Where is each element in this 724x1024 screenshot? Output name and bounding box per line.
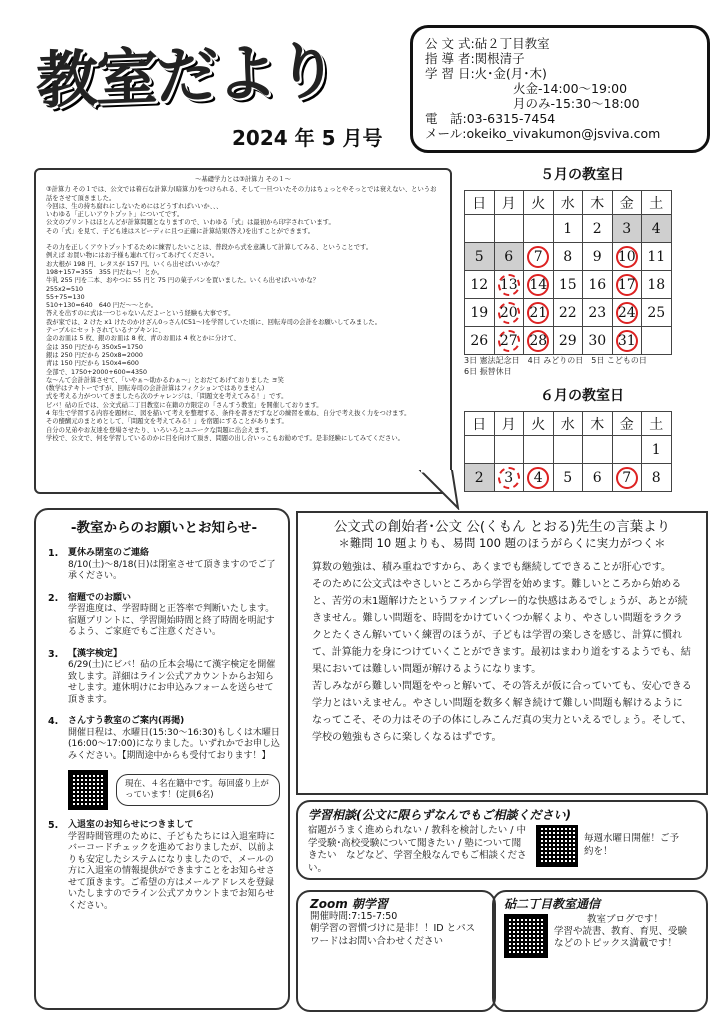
article-line: 198+157=355 355 円だね～！とか。 — [46, 268, 164, 276]
qr-code-icon[interactable] — [68, 770, 108, 810]
weekday-header: 金 — [612, 412, 642, 436]
article-line: 式を考える力がついてきましたら次のチャレンジは、「問題文を考えてみる！」です。 — [46, 393, 288, 401]
day-number: 19 — [470, 304, 489, 321]
weekday-header: 月 — [494, 191, 524, 215]
day-number: 2 — [474, 469, 484, 486]
day-number: 3 — [622, 220, 632, 237]
quote-title: 公文式の創始者･公文 公(くもん とおる)先生の言葉より — [333, 519, 671, 535]
calendar-day — [465, 464, 495, 492]
info-row: 学 習 日:火･金(月･木) — [425, 66, 547, 81]
quote-paragraph: 算数の勉強は、積み重ねですから、あくまでも継続してできることが肝心です。 — [312, 562, 671, 573]
calendar-day — [612, 299, 642, 327]
notice-number: 5. — [48, 820, 59, 831]
day-number: 5 — [563, 469, 573, 486]
weekday-header: 木 — [583, 191, 613, 215]
calendar-day — [612, 215, 642, 243]
issue-date: 2024 年 5 月号 — [232, 126, 383, 150]
notice-item-body: 学習進度は、学習時間と正答率で判断いたします。宿題プリントに、学習開始時間と終了時間を明記するよう、ご家庭でもご注意ください。 — [68, 604, 275, 637]
founder-quote-box — [296, 511, 708, 795]
calendar-day — [583, 215, 613, 243]
calendar-day — [642, 299, 672, 327]
weekday-header: 水 — [553, 191, 583, 215]
calendar-day — [553, 271, 583, 299]
day-number: 1 — [651, 441, 661, 458]
calendar-grid — [464, 190, 672, 355]
calendar-day — [583, 299, 613, 327]
calendar-day — [553, 327, 583, 355]
day-number: 1 — [563, 220, 573, 237]
notice-item-body: 6/29(土)にビバ！砧の丘本会場にて漢字検定を開催致します。詳細はライン公式アカウントからお知らせします。連休明けにお申込みフォームを送らせて頂きます。 — [68, 660, 276, 705]
article-line: 答えを出すのに式は一つじゃないんだよーという経験も大事です。 — [46, 310, 235, 318]
day-number: 15 — [558, 276, 577, 293]
calendar-day — [612, 327, 642, 355]
day-number: 8 — [651, 469, 661, 486]
calendar-day — [524, 327, 554, 355]
article-line: いわゆる「正しいアウトプット」についてです。 — [46, 211, 184, 219]
weekday-header: 木 — [583, 412, 613, 436]
notice-number: 3. — [48, 648, 59, 660]
email-address[interactable]: メール:okeiko_vivakumon@jsviva.com — [425, 126, 661, 141]
notice-item — [48, 820, 280, 912]
zoom-time: 開催時間:7:15-7:50 — [310, 910, 398, 922]
calendar-day — [494, 271, 524, 299]
calendar-grid — [464, 411, 672, 492]
zoom-body: 朝学習の習慣づけに是非！！ID とパスワードはお問い合わせください — [310, 923, 476, 947]
article-line: 今回は、生の持ち腐れにしないためにはどうすればいいか、、、 — [46, 202, 223, 210]
notice-item — [48, 548, 280, 583]
article-line: (数学はテキトーですが、回転寿司の会計計算はフィクションではありません) — [46, 385, 265, 393]
calendar-day — [524, 215, 554, 243]
consultation-box — [296, 800, 708, 880]
article-line: 55+75=130 — [46, 293, 85, 301]
class-day-marker: 24 — [616, 302, 638, 324]
article-line — [46, 236, 440, 244]
notice-item — [48, 593, 280, 639]
calendar-day — [553, 436, 583, 464]
notice-item-title: さんすう教室のご案内(再掲) — [68, 716, 185, 726]
calendar-day — [524, 271, 554, 299]
calendar-day — [642, 243, 672, 271]
notice-number: 4. — [48, 716, 59, 727]
calendar-day — [642, 464, 672, 492]
zoom-study-box — [296, 890, 496, 1012]
day-number: 11 — [647, 248, 666, 265]
weekday-header: 水 — [553, 412, 583, 436]
qr-code-icon[interactable] — [536, 825, 578, 867]
article-title: ～基礎学力とは③計算力 その１～ — [195, 176, 291, 183]
class-day-marker: 4 — [527, 467, 549, 489]
notice-item-body: 学習時間管理のために、子どもたちには入退室時にバーコードチェックを進めておりましたが、以前よりも安定したシステムになりましたので、メールの方に入退室の情報提供ができますことをお知らせさせて頂きます。ご希望の方はメールアドレスを登録いたしますのでライン公式アカウントまでお知らせください。 — [68, 831, 276, 911]
day-number: 6 — [592, 469, 602, 486]
calendar-day — [612, 464, 642, 492]
day-number: 5 — [474, 248, 484, 265]
calendar-day — [465, 215, 495, 243]
article-line: 自分の兄弟やお友達を登場させたり、いろいろとユニークな問題に出会えます。 — [46, 426, 273, 434]
calendar-day — [524, 464, 554, 492]
article-line: その力を正しくアウトプットするために練習したいことは、普段から式を意識して計算してみる、ということです。 — [46, 244, 373, 252]
article-line: な～んて会計計算させて、「いやぁ～助かるわぁ～」とおだてあげておりました ヨ笑 — [46, 376, 284, 384]
calendar-title: ６月の教室日 — [540, 388, 624, 404]
class-day-marker: 10 — [616, 246, 638, 268]
may-calendar — [464, 164, 700, 377]
notice-item — [48, 716, 280, 810]
article-line: 510+130=640 640 円だ～～とか。 — [46, 302, 158, 310]
article-line: 青は 150 円だから 150x4=600 — [46, 360, 139, 368]
speech-bubble: 現在、４名在籍中です。毎回盛り上がっています！(定員6名) — [116, 774, 280, 806]
article-line: お大根が 198 円、レタスが 157 円。いくら出せばいいかな？ — [46, 260, 223, 268]
article-line: ③計算力 その１では、公文では着石な計算力(暗算力)をつけられる、そして一旦ついたその力はちょっとやそっとでは衰えない、というお話をさせて頂きました。 — [46, 186, 437, 202]
calendar-day — [465, 271, 495, 299]
calendar-day — [524, 243, 554, 271]
class-day-marker: 31 — [616, 330, 638, 352]
calendar-day — [583, 436, 613, 464]
notice-item-title: 宿題でのお願い — [68, 592, 132, 603]
calendar-day — [612, 271, 642, 299]
calendar-day — [465, 243, 495, 271]
notice-item-body: 8/10(土)～8/18(日)は閉室させて頂きますのでご了承ください。 — [68, 559, 276, 581]
calendar-day — [494, 327, 524, 355]
article-line: 255x2=510 — [46, 285, 84, 293]
class-day-marker: 28 — [527, 330, 549, 352]
article-line: その醍醐元のまとめとして、「問題文を考えてみる！」を宿題にすることがあります。 — [46, 418, 288, 426]
calendar-day — [553, 464, 583, 492]
info-row: 指 導 者:関根清子 — [425, 51, 525, 66]
class-day-marker: 27 — [498, 330, 520, 352]
article-line: 公文のプリントはほとんどが計算問題となりますので、いわゆる「式」は最初から印字されています。 — [46, 219, 335, 227]
weekday-header: 火 — [524, 412, 554, 436]
weekday-header: 金 — [612, 191, 642, 215]
notice-item-title: 夏休み閉室のご連絡 — [68, 548, 150, 558]
calendar-day — [642, 327, 672, 355]
article-line: 例えば お買い物にはお子様も連れて行ってあげてください。 — [46, 252, 219, 260]
class-day-marker: 14 — [527, 274, 549, 296]
day-number: 26 — [470, 332, 489, 349]
weekday-header: 土 — [642, 191, 672, 215]
classroom-info-box — [410, 25, 710, 153]
calendar-day — [494, 464, 524, 492]
day-number: 30 — [588, 332, 607, 349]
calendar-day — [583, 243, 613, 271]
holiday-note: 3日 憲法記念日 4日 みどりの日 5日 こどもの日 — [464, 356, 647, 365]
article-line: 我が家では、2 けた x1 けたのかけざん0っさん(C51～)を学習していた頃に、回転寿司の会計をお願いしてみました。 — [46, 318, 382, 326]
day-number: 9 — [592, 248, 602, 265]
quote-paragraph: そのために公文式はやさしいところから学習を始めます。難しいところから始めると、苦労の末1題解けたというファインプレー的な快感はあるでしょうが、あとが続きません。難しい問題を、時間をかけていくつか解くより、やさしい問題をラクラクとたくさん解いていく練習のほうが、子どもは学習の楽しさを感じ、計算に慣れて、計算能力を身につけていくことができます。最初はまわり道をするようでも、結果においては難しい問題が解けるようになります。 — [312, 579, 691, 675]
qr-code-icon[interactable] — [504, 914, 548, 958]
bubble-tail — [418, 470, 460, 510]
article-line: テーブルにセットされているナプキンに、 — [46, 327, 165, 335]
calendar-day — [642, 215, 672, 243]
article-line: その「式」を見て、子ども達はスピーディに且つ正確に計算結果(答え)を出すことができます。 — [46, 227, 314, 235]
calendar-day — [524, 436, 554, 464]
consultation-title: 学習相談(公文に限らずなんでもご相談ください) — [308, 808, 571, 822]
calendar-day — [583, 271, 613, 299]
calendar-day — [642, 271, 672, 299]
article-line: 金のお皿は 5 枚、銀のお皿は 8 枚、青のお皿は 4 枚とかに分けて、 — [46, 335, 240, 343]
notice-number: 2. — [48, 592, 59, 604]
article-line: 牛乳 255 円を二本、おやつに 55 円と 75 円の菓子パンを買いました。いくら出せばいいかな？ — [46, 277, 320, 285]
notice-item-title: 【漢字検定】 — [68, 648, 123, 659]
calendar-day — [465, 436, 495, 464]
blog-body: 学習や読書、教育、育児、受験などのトピックス満載です！ — [554, 926, 688, 949]
calendar-title: ５月の教室日 — [540, 167, 624, 183]
calendar-day — [642, 436, 672, 464]
day-number: 6 — [504, 248, 514, 265]
holiday-note: 6日 振替休日 — [464, 367, 512, 376]
calendar-day — [612, 436, 642, 464]
blog-title: 砧二丁目教室通信 — [504, 897, 601, 911]
class-day-marker: 13 — [498, 274, 520, 296]
calendar-day — [494, 215, 524, 243]
weekday-header: 月 — [494, 412, 524, 436]
calendar-day — [524, 299, 554, 327]
notice-number: 1. — [48, 548, 59, 559]
calendar-day — [465, 327, 495, 355]
day-number: 22 — [558, 304, 577, 321]
calendar-day — [465, 299, 495, 327]
article-line: ビバ！砧の丘では、公文式砧二丁目教室に在籍の方限定の「さんすう教室」を開催しております。 — [46, 401, 323, 409]
day-number: 12 — [470, 276, 489, 293]
class-day-marker: 7 — [616, 467, 638, 489]
notice-item — [48, 649, 280, 707]
weekday-header: 火 — [524, 191, 554, 215]
article-line: 金は 350 円だから 350x5=1750 — [46, 343, 143, 351]
class-day-marker: 20 — [498, 302, 520, 324]
day-number: 8 — [563, 248, 573, 265]
phone-number: 電 話:03-6315-7454 — [425, 111, 556, 126]
calendar-day — [553, 299, 583, 327]
hours-row: 火金-14:00～19:00 — [513, 81, 628, 96]
calendar-day — [553, 215, 583, 243]
class-day-marker: 21 — [527, 302, 549, 324]
notice-item-body: 開催日程は、水曜日(15:30～16:30)もしくは木曜日(16:00～17:00)になりました。いずれかでお申し込みください。【期間途中からも受付ております！】 — [68, 727, 280, 761]
weekday-header: 日 — [465, 191, 495, 215]
newsletter-title: 教室だより — [36, 33, 337, 118]
blog-lead: 教室ブログです！ — [586, 914, 663, 925]
calendar-day — [494, 299, 524, 327]
consultation-schedule: 毎週水曜日開催！ご予約を！ — [584, 833, 680, 857]
calendar-day — [494, 243, 524, 271]
calendar-day — [612, 243, 642, 271]
weekday-header: 土 — [642, 412, 672, 436]
quote-subtitle: ＊難問 10 題よりも、易問 100 題のほうがらくに実力がつく＊ — [338, 536, 666, 550]
calendar-day — [553, 243, 583, 271]
math-article-bubble — [34, 168, 452, 494]
day-number: 4 — [651, 220, 661, 237]
class-day-marker: 3 — [498, 467, 520, 489]
zoom-title: Zoom 朝学習 — [310, 897, 388, 911]
notice-panel — [34, 508, 290, 1010]
consultation-body: 宿題がうまく進められない / 教科を検討したい / 中学受験･高校受験について聞きたい / 塾について聞きたい などなど、学習全般なんでもご相談ください。 — [308, 825, 527, 874]
calendar-day — [583, 464, 613, 492]
article-line: 4 年生で学習する内容を題材に、図を描いて考えを整理する、条件を書きだすなどの練習を重ね、自分で考え抜く力をつけます。 — [46, 410, 411, 418]
day-number: 29 — [558, 332, 577, 349]
notice-item-title: 入退室のお知らせにつきまして — [68, 820, 194, 830]
notice-title: -教室からのお願いとお知らせ- — [70, 520, 258, 536]
weekday-header: 日 — [465, 412, 495, 436]
day-number: 2 — [592, 220, 602, 237]
article-line: 全部で、1750+2000+600=4350 — [46, 368, 147, 376]
blog-box — [492, 890, 708, 1012]
day-number: 23 — [588, 304, 607, 321]
class-day-marker: 17 — [616, 274, 638, 296]
calendar-day — [583, 327, 613, 355]
article-line: 学校で、公文で、何を学習しているのかに目を向けて頂き、問題の出し合いっこもお勧めです。是非経験にしてみてください。 — [46, 434, 404, 442]
article-line: 銀は 250 円だから 250x8=2000 — [46, 351, 143, 359]
day-number: 25 — [647, 304, 666, 321]
june-calendar — [464, 385, 700, 492]
hours-row: 月のみ-15:30～18:00 — [513, 96, 640, 111]
info-row: 公 文 式:砧２丁目教室 — [425, 36, 550, 51]
day-number: 16 — [588, 276, 607, 293]
class-day-marker: 7 — [527, 246, 549, 268]
article-body — [46, 186, 440, 443]
day-number: 18 — [647, 276, 666, 293]
quote-paragraph: 苦しみながら難しい問題をやっと解いて、その答えが仮に合っていても、安心できる学力とはいえません。やさしい問題を数多く解き続けて難しい問題も解けるようになってこそ、その力はその子の体にしみこんだ真の実力といえるでしょう。そして、学校の勉強もさらに楽しくなるはずです。 — [312, 681, 692, 743]
calendar-day — [494, 436, 524, 464]
